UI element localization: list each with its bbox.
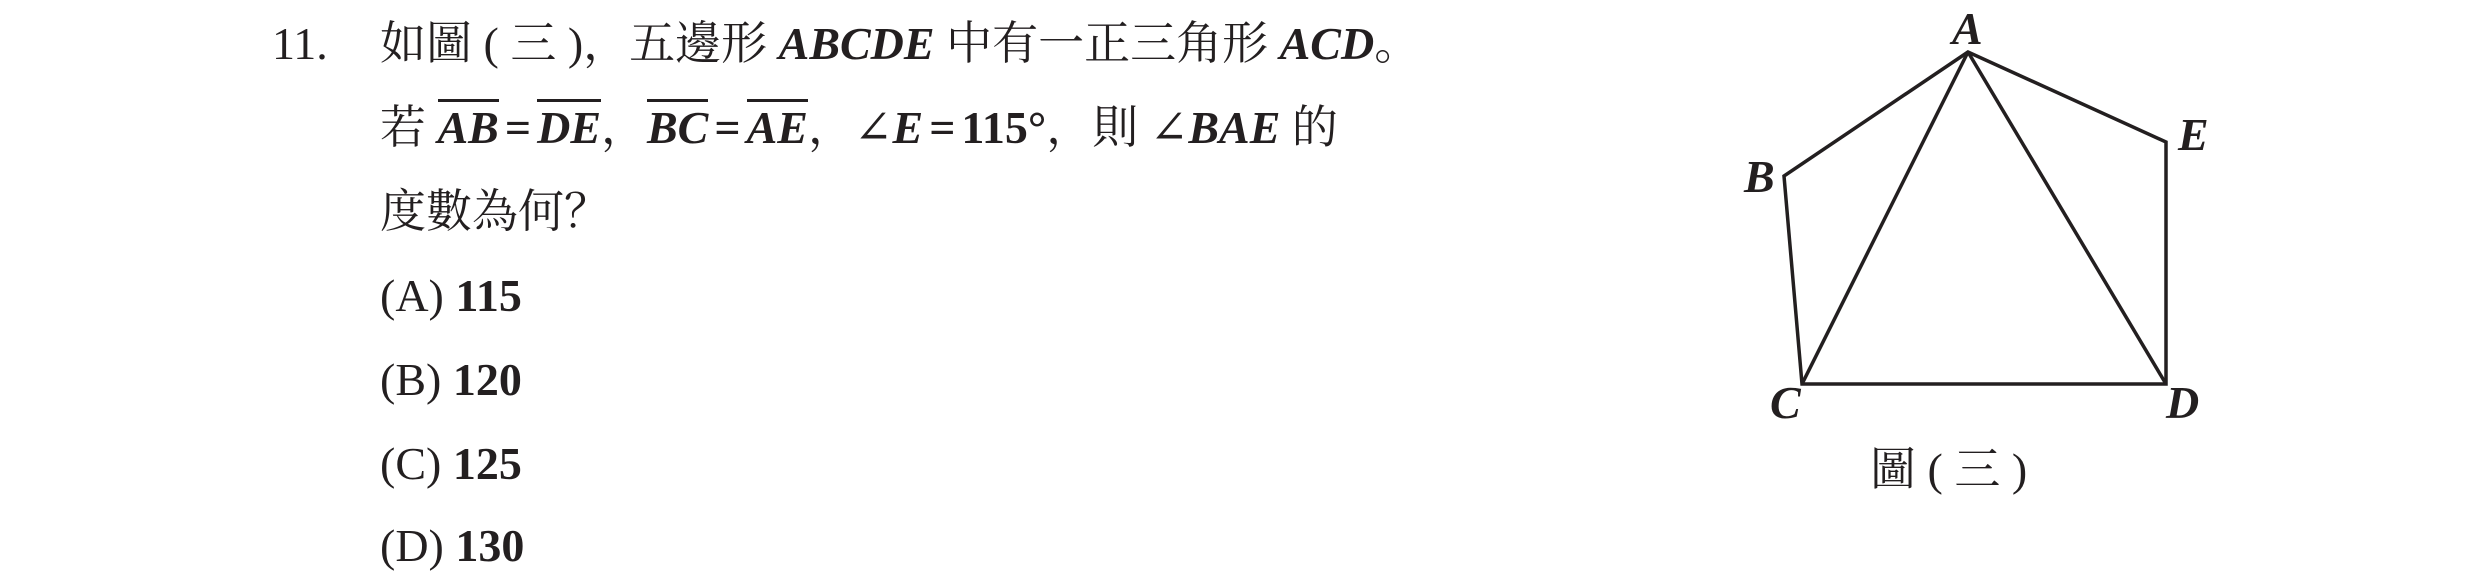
pentagon-figure — [1700, 0, 2260, 510]
equals-sign-3: = — [929, 102, 956, 153]
angle-symbol-bae: ∠ — [1149, 102, 1189, 153]
question-line-1 — [380, 14, 1420, 74]
pentagon-outline — [1784, 52, 2166, 384]
question-line-3: 度數為何？ — [380, 186, 610, 237]
figure-caption: 圖 ( 三 ) — [1870, 444, 2028, 495]
option-d-label: (D) — [380, 520, 444, 571]
option-c-value: 125 — [452, 438, 522, 489]
target-angle-bae: BAE — [1188, 102, 1281, 153]
equals-sign-2: = — [714, 102, 741, 153]
pentagon-name: ABCDE — [778, 18, 935, 69]
angle-symbol-e: ∠ — [853, 102, 893, 153]
segment-bc: BC — [647, 99, 708, 154]
line2-prefix: 若 — [380, 102, 438, 153]
option-a-label: (A) — [380, 270, 444, 321]
segment-de: DE — [537, 99, 601, 154]
line1-prefix: 如圖 ( 三 )，五邊形 — [380, 18, 779, 69]
comma-1: ， — [601, 102, 647, 153]
then-text: ，則 — [1046, 102, 1150, 153]
line1-end: 。 — [1374, 18, 1421, 69]
question-number: 11. — [272, 18, 328, 69]
segment-ac — [1802, 52, 1968, 384]
vertex-label-d: D — [2166, 377, 2200, 428]
segment-ab: AB — [438, 99, 499, 154]
option-c-label: (C) — [380, 438, 442, 489]
option-a[interactable] — [380, 266, 522, 326]
option-d-value: 130 — [455, 520, 525, 571]
option-a-value: 115 — [455, 270, 522, 321]
comma-2: ， — [807, 102, 854, 153]
vertex-label-a: A — [1952, 3, 1983, 54]
angle-vertex-e: E — [892, 102, 924, 153]
line2-of: 的 — [1280, 102, 1338, 153]
pentagon-diagram — [1700, 0, 2260, 510]
angle-value: 115° — [961, 102, 1047, 153]
option-c[interactable] — [380, 434, 522, 494]
question-line-2 — [380, 98, 1338, 158]
segment-ad — [1968, 52, 2166, 384]
option-d[interactable] — [380, 516, 524, 576]
segment-ae: AE — [747, 99, 808, 154]
option-b-label: (B) — [380, 354, 442, 405]
vertex-label-c: C — [1770, 377, 1801, 428]
equals-sign-1: = — [504, 102, 532, 153]
option-b-value: 120 — [452, 354, 522, 405]
line1-middle: 中有一正三角形 — [934, 18, 1280, 69]
vertex-label-e: E — [2178, 109, 2209, 160]
vertex-label-b: B — [1744, 151, 1775, 202]
option-b[interactable] — [380, 350, 522, 410]
triangle-name: ACD — [1279, 18, 1375, 69]
